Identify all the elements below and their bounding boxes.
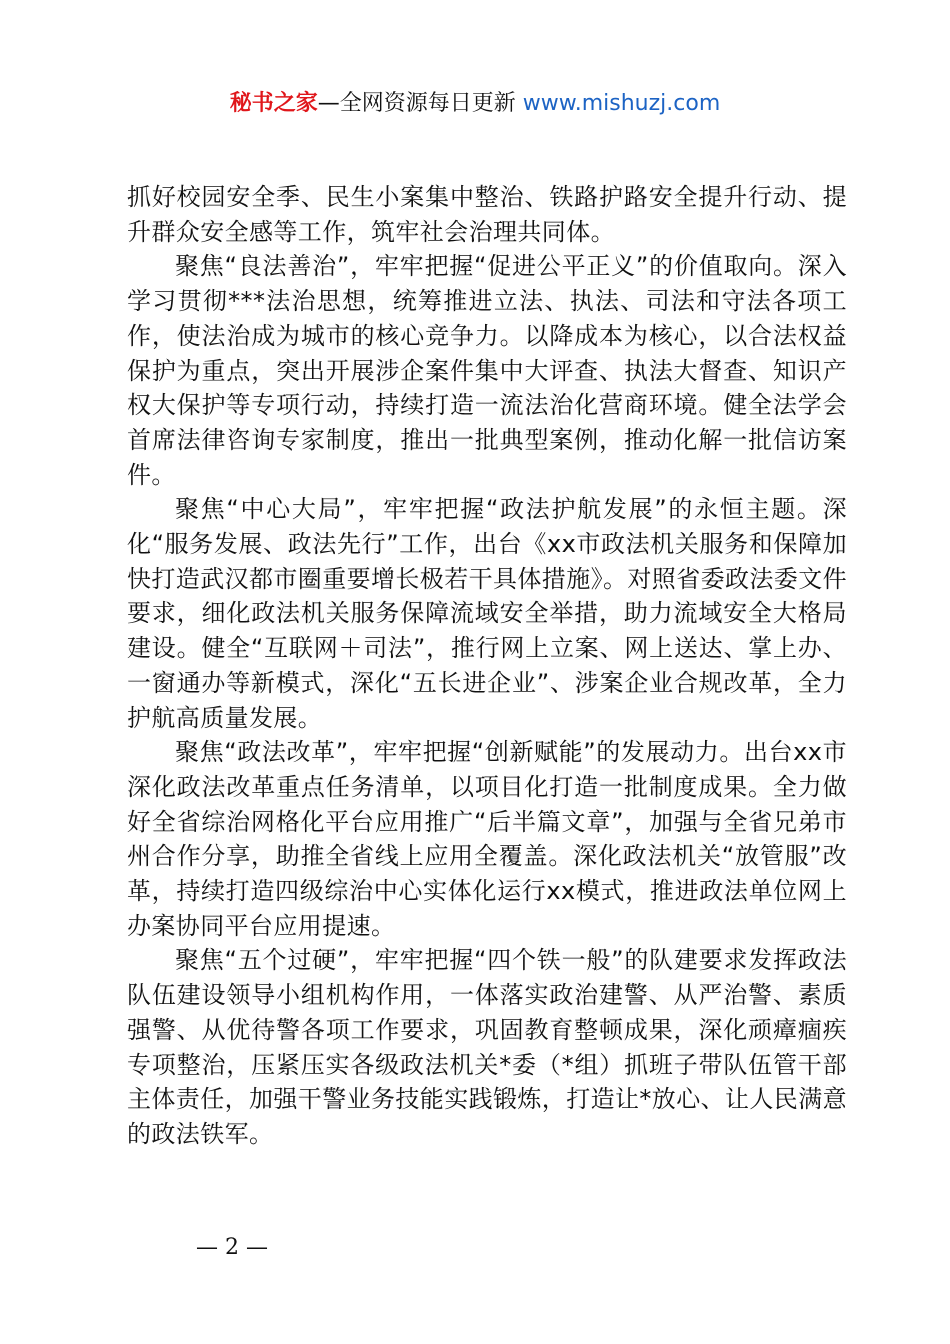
paragraph-rule-of-law: 聚焦“良法善治”，牢牢把握“促进公平正义”的价值取向。深入学习贯彻***法治思想，统筹推进立法、执法、司法和守法各项工作，使法治成为城市的核心竞争力。以降成本为核心，以合法权益保护为重点，突出开展涉企案件集中大评查、执法大督查、知识产权大保护等专项行动，持续打造一流法治化营商环境。健全法学会首席法律咨询专家制度，推出一批典型案例，推动化解一批信访案件。 (127, 252, 847, 489)
site-url: www.mishuzj.com (522, 91, 721, 116)
paragraph-five-excellences: 聚焦“五个过硬”，牢牢把握“四个铁一般”的队建要求发挥政法队伍建设领导小组机构作用，一体落实政治建警、从严治警、素质强警、从优待警各项工作要求，巩固教育整顿成果，深化顽瘴痼疾专项整治，压紧压实各级政法机关*委（*组）抓班子带队伍管干部主体责任，加强干警业务技能实践锻炼，打造让*放心、让人民满意的政法铁军。 (127, 946, 847, 1148)
site-banner (0, 88, 950, 120)
brand-name: 秘书之家 (229, 91, 318, 116)
paragraph-political-legal-reform: 聚焦“政法改革”，牢牢把握“创新赋能”的发展动力。出台xx市深化政法改革重点任务清单，以项目化打造一批制度成果。全力做好全省综治网格化平台应用推广“后半篇文章”，加强与全省兄弟市州合作分享，助推全省线上应用全覆盖。深化政法机关“放管服”改革，持续打造四级综治中心实体化运行xx模式，推进政法单位网上办案协同平台应用提速。 (127, 738, 847, 940)
document-body (127, 180, 847, 1152)
banner-tagline: —全网资源每日更新 (317, 91, 523, 116)
paragraph-continuation: 抓好校园安全季、民生小案集中整治、铁路护路安全提升行动、提升群众安全感等工作，筑牢社会治理共同体。 (127, 183, 847, 246)
paragraph-central-overall: 聚焦“中心大局”，牢牢把握“政法护航发展”的永恒主题。深化“服务发展、政法先行”工作，出台《xx市政法机关服务和保障加快打造武汉都市圈重要增长极若干具体措施》。对照省委政法委文件要求，细化政法机关服务保障流域安全举措，助力流域安全大格局建设。健全“互联网＋司法”，推行网上立案、网上送达、掌上办、一窗通办等新模式，深化“五长进企业”、涉案企业合规改革，全力护航高质量发展。 (127, 495, 847, 732)
page-number: — 2 — (196, 1235, 268, 1260)
